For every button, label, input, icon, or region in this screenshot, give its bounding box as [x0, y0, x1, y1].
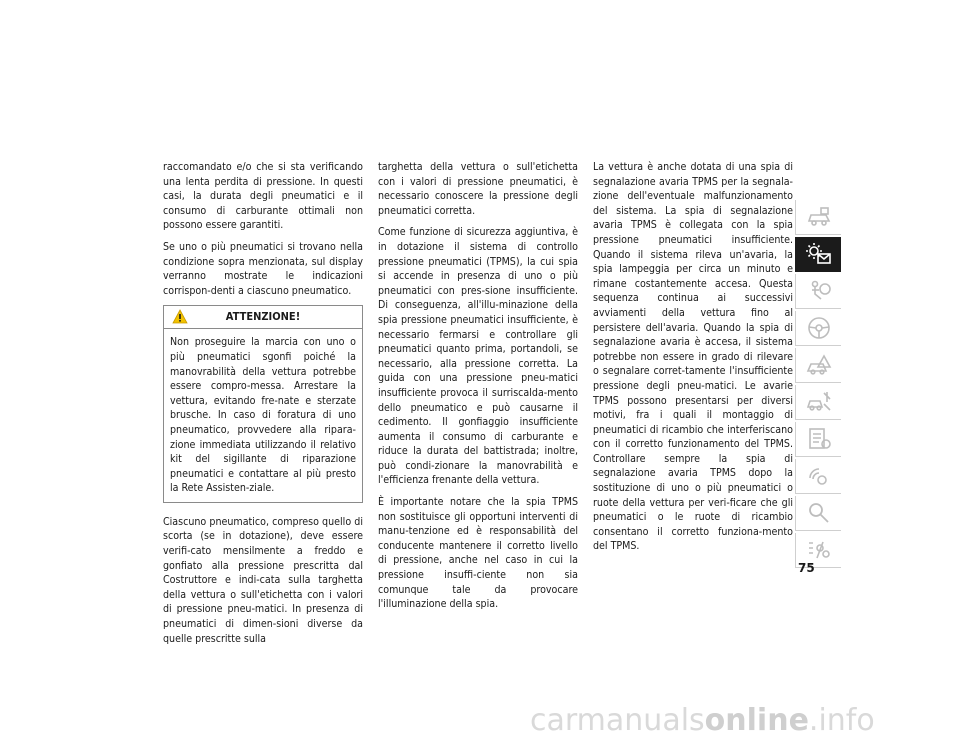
paragraph: Come funzione di sicurezza aggiuntiva, è in dotazione il sistema di controllo pressione pneumatici (TPMS), la cui spia si accende in presenza di uno o più pneumatici con pres-sione insufficiente. Di conseguenza, all'illu-minazione della spia pressione pneumatici insufficiente, è necessario fermarsi e controllare gli pneumatici quanto prima, portandoli, se necessario, alla pressione corretta. La guida con una pressione pneu-matici insufficiente provoca il surriscalda-mento dello pneumatico e può causarne il cedimento. Il gonfiaggio insufficiente aumenta il consumo di carburante e riduce la durata del battistrada; inoltre, può condi-zionare la manovrabilità e l'efficienza frenante della vettura.	[378, 226, 578, 487]
column-1	[163, 160, 363, 653]
warning-text: Non proseguire la marcia con uno o più pneumatici sgonfi poiché la manovrabilità della vettura potrebbe essere compro-messa. Arrestare la vettura, evitando fre-nate e sterzate brusche. In caso di foratura di uno pneumatico, provvedere alla ripara-zione immediata utilizzando il relativo kit del sigillante di riparazione pneumatici e contattare al più presto la Rete Assisten-ziale.	[170, 336, 356, 495]
airbag-icon	[806, 279, 832, 303]
paragraph: Se uno o più pneumatici si trovano nella condizione sopra menzionata, sul display verranno mostrate le indicazioni corrispon-denti a ciascuno pneumatico.	[163, 240, 363, 297]
column-3	[593, 160, 793, 561]
paragraph: targhetta della vettura o sull'etichetta con i valori di pressione pneumatici, è necessario conoscere la pressione degli pneumatici corretta.	[378, 161, 578, 217]
warning-triangle-icon	[172, 309, 188, 324]
page-number: 75	[798, 561, 815, 575]
emergency-icon	[806, 353, 832, 377]
paragraph: Ciascuno pneumatico, compreso quello di scorta (se in dotazione), deve essere verifi-cato mensilmente a freddo e gonfiato alla pressione prescritta dal Costruttore e indi-cata sulla targhetta della vettura o sull'etichetta con i valori di pressione pneu-matici. In presenza di pneumatici di dimen-sioni diverse da quelle prescritte sulla	[163, 515, 363, 645]
warning-lights-icon	[806, 242, 832, 266]
footer-prefix: carmanuals	[530, 703, 705, 738]
tab-search[interactable]	[795, 496, 841, 531]
column-2	[378, 160, 578, 619]
warning-header	[164, 306, 362, 329]
paragraph: La vettura è anche dotata di una spia di segnalazione avaria TPMS per la segnala-zione dell'eventuale malfunzionamento del sistema. La spia di segnalazione avaria TPMS è collegata con la spia pressione pneumatici insufficiente. Quando il sistema rileva un'avaria, la spia lampeggia per circa un minuto e rimane costantemente accesa. Questa sequenza continua ai successivi avviamenti della vettura fino al persistere dell'avaria. Quando la spia di segnalazione avaria è accesa, il sistema potrebbe non essere in grado di rilevare o segnalare corret-tamente l'insufficiente pressione degli pneu-matici. Le avarie TPMS possono presentarsi per diversi motivi, fra i quali il montaggio di pneumatici di ricambio che interferiscano con il corretto funzionamento del TPMS. Controllare sempre la spia di segnalazione avaria TPMS dopo la sostituzione di uno o più pneumatici o ruote della vettura per veri-ficare che gli pneumatici o le ruote di ricambio consentano il corretto funziona-mento del TPMS.	[593, 161, 793, 553]
service-icon	[806, 390, 832, 414]
tab-multimedia[interactable]	[795, 459, 841, 494]
tab-airbag[interactable]	[795, 274, 841, 309]
warning-title: ATTENZIONE!	[225, 310, 301, 324]
tab-service[interactable]	[795, 385, 841, 420]
steering-wheel-icon	[806, 316, 832, 340]
tab-car-info[interactable]	[795, 200, 841, 235]
tab-emergency[interactable]	[795, 348, 841, 383]
specs-icon	[806, 427, 832, 451]
tab-warning-lights[interactable]	[795, 237, 841, 272]
footer-bold: online	[704, 703, 809, 738]
paragraph: raccomandato e/o che si sta verificando una lenta perdita di pressione. In questi casi, la durata degli pneumatici e il consumo di carburante ottimali non possono essere garantiti.	[163, 161, 363, 232]
search-icon	[806, 501, 832, 525]
car-info-icon	[806, 205, 832, 229]
paragraph: È importante notare che la spia TPMS non sostituisce gli opportuni interventi di manu-tenzione ed è responsabilità del conducente mantenere il corretto livello di pressione, anche nel caso in cui la pressione insuffi-ciente non sia comunque tale da provocare l'illuminazione della spia.	[378, 496, 578, 611]
index-icon	[806, 538, 832, 562]
footer-suffix: .info	[808, 703, 875, 738]
chapter-tabs	[795, 200, 843, 570]
multimedia-icon	[806, 464, 832, 488]
warning-box	[163, 305, 363, 503]
tab-specs[interactable]	[795, 422, 841, 457]
footer-watermark	[530, 703, 875, 738]
tab-steering[interactable]	[795, 311, 841, 346]
